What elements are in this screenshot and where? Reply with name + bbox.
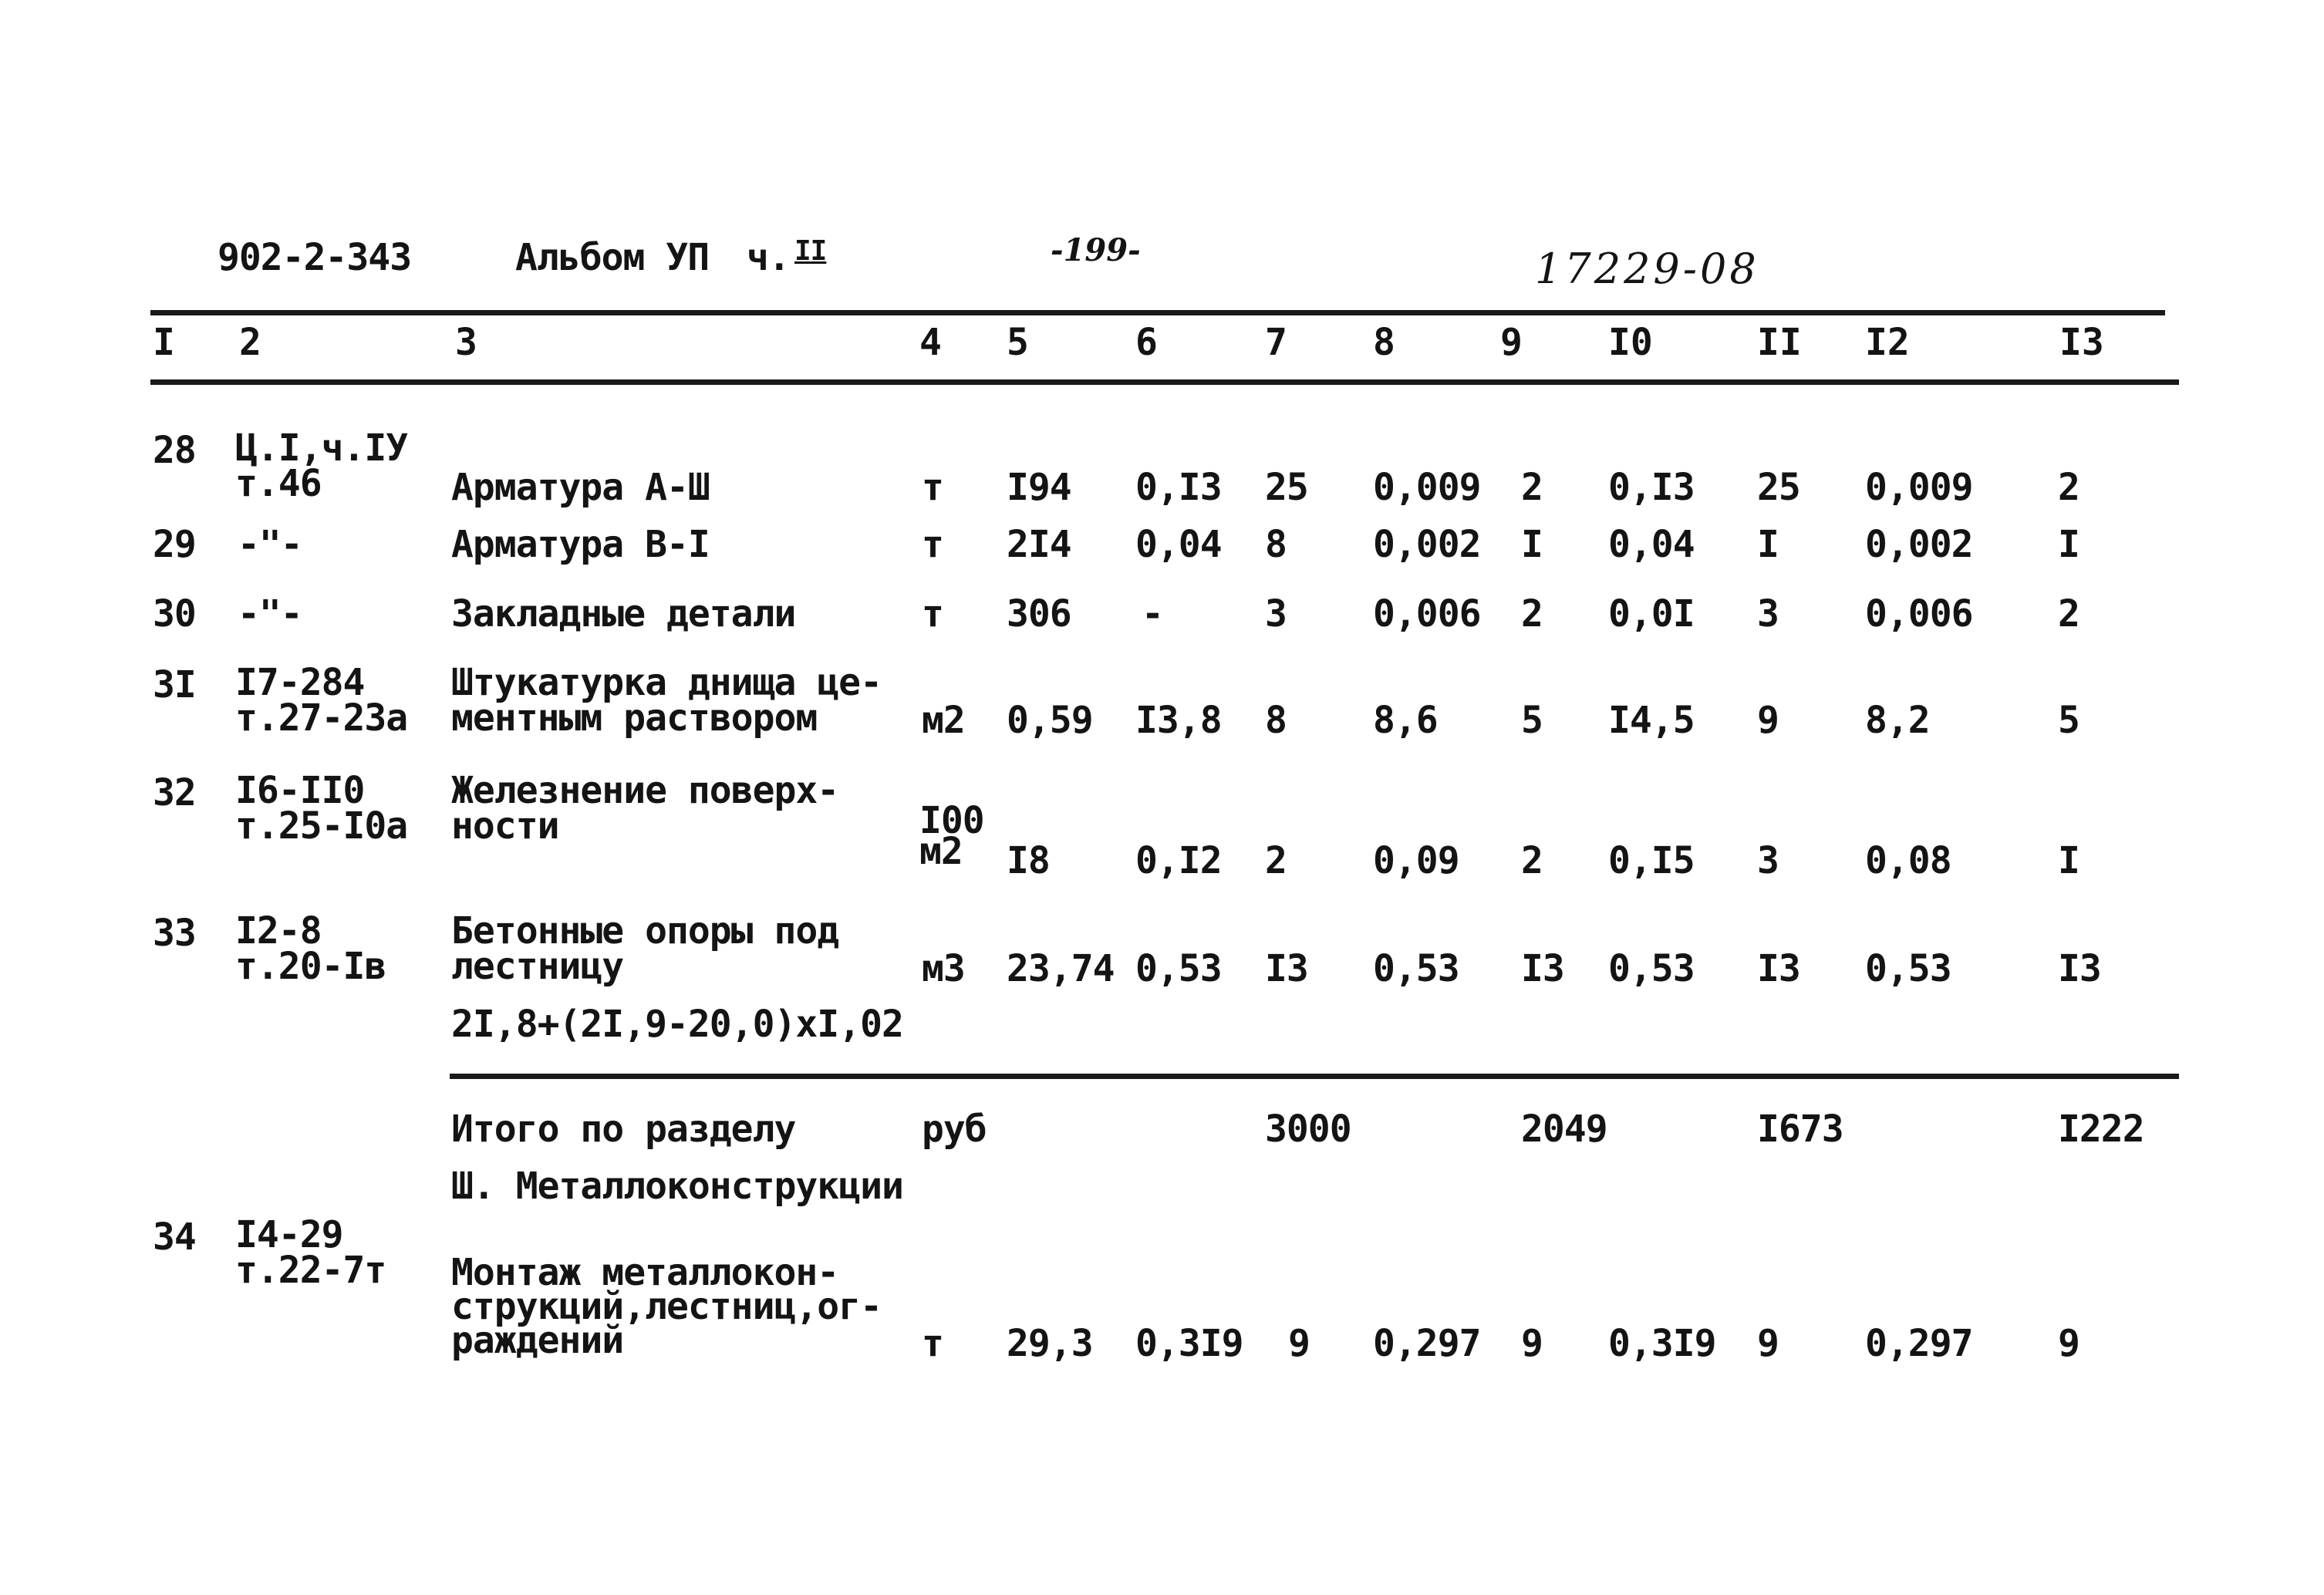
row-29-col6: 0,04: [1135, 523, 1222, 566]
row-29-number: 29: [153, 523, 196, 566]
row-33-name: Бетонные опоры под лестницу: [451, 909, 839, 988]
row-32-unit: I00 м2: [919, 799, 984, 873]
col-header-13: I3: [2059, 321, 2104, 364]
row-30-col8: 0,006: [1373, 592, 1481, 636]
row-32-name: Железнение поверх- ности: [451, 769, 839, 848]
row-31-col6: I3,8: [1135, 699, 1222, 742]
total-col13: I222: [2058, 1108, 2144, 1151]
row-33-reference: I2-8 т.20-Iв: [235, 909, 386, 988]
row-31-col7: 8: [1265, 699, 1287, 742]
row-34-col9: 9: [1521, 1322, 1543, 1365]
row-31-name: Штукатурка днища це- ментным раствором: [451, 661, 882, 740]
row-31-unit: м2: [922, 699, 965, 742]
row-34-col6: 0,3I9: [1135, 1322, 1243, 1365]
row-28-col10: 0,I3: [1608, 466, 1695, 509]
row-30-number: 30: [153, 592, 196, 636]
row-28-reference: Ц.I,ч.IУ т.46: [235, 427, 408, 505]
row-33-col12: 0,53: [1865, 947, 1951, 990]
header-bottom-rule: [150, 379, 2179, 385]
col-header-8: 8: [1373, 321, 1395, 364]
row-33-col7: I3: [1265, 947, 1308, 990]
col-header-7: 7: [1265, 321, 1287, 364]
row-31-col9: 5: [1521, 699, 1543, 742]
row-29-name: Арматура В-I: [451, 523, 710, 566]
col-header-1: I: [153, 321, 175, 364]
row-32-col5: I8: [1007, 839, 1050, 882]
row-33-col11: I3: [1757, 947, 1800, 990]
row-34-col11: 9: [1757, 1322, 1779, 1365]
row-31-number: 3I: [153, 663, 196, 706]
top-rule: [150, 310, 2165, 315]
row-33-unit: м3: [922, 947, 965, 990]
row-34-col5: 29,3: [1007, 1322, 1093, 1365]
row-32-number: 32: [153, 771, 196, 814]
row-32-col9: 2: [1521, 839, 1543, 882]
row-30-col13: 2: [2058, 592, 2079, 636]
row-32-col12: 0,08: [1865, 839, 1951, 882]
row-30-name: Закладные детали: [451, 592, 796, 636]
row-29-unit: т: [922, 523, 943, 566]
total-label: Итого по разделу: [451, 1108, 796, 1151]
col-header-2: 2: [239, 321, 261, 364]
row-30-col7: 3: [1265, 592, 1287, 636]
row-28-number: 28: [153, 429, 196, 472]
row-34-col8: 0,297: [1373, 1322, 1481, 1365]
row-30-col9: 2: [1521, 592, 1543, 636]
total-unit: руб: [922, 1108, 987, 1151]
col-header-11: II: [1757, 321, 1802, 364]
row-30-col12: 0,006: [1865, 592, 1973, 636]
total-rule: [450, 1074, 2179, 1079]
handwritten-code: 17229-08: [1535, 244, 1759, 293]
row-34-name: Монтаж металлокон- струкций,лестниц,ог- раждений: [451, 1251, 882, 1362]
row-31-reference: I7-284 т.27-23а: [235, 661, 408, 740]
col-header-6: 6: [1135, 321, 1158, 364]
row-33-number: 33: [153, 912, 196, 955]
row-29-col7: 8: [1265, 523, 1287, 566]
row-34-col12: 0,297: [1865, 1322, 1973, 1365]
row-30-col5: 306: [1007, 592, 1071, 636]
total-col7: 3000: [1265, 1108, 1351, 1151]
row-33-col8: 0,53: [1373, 947, 1459, 990]
row-33-col10: 0,53: [1608, 947, 1695, 990]
row-31-col12: 8,2: [1865, 699, 1930, 742]
row-29-reference: -"-: [238, 523, 302, 566]
row-29-col9: I: [1521, 523, 1543, 566]
row-34-col7: 9: [1288, 1322, 1310, 1365]
row-28-col8: 0,009: [1373, 466, 1481, 509]
row-30-col6: -: [1142, 592, 1163, 636]
total-col11: I673: [1757, 1108, 1843, 1151]
row-33-col6: 0,53: [1135, 947, 1222, 990]
row-34-col10: 0,3I9: [1608, 1322, 1716, 1365]
row-34-number: 34: [153, 1216, 196, 1259]
album-label: Альбом УП: [515, 236, 710, 279]
row-32-col10: 0,I5: [1608, 839, 1695, 882]
part-number: II: [794, 235, 827, 267]
total-col9: 2049: [1521, 1108, 1607, 1151]
col-header-12: I2: [1865, 321, 1910, 364]
row-31-col13: 5: [2058, 699, 2079, 742]
row-29-col11: I: [1757, 523, 1779, 566]
row-32-col13: I: [2058, 839, 2079, 882]
row-29-col13: I: [2058, 523, 2079, 566]
row-33-col5: 23,74: [1007, 947, 1115, 990]
col-header-9: 9: [1500, 321, 1523, 364]
page-mark: -199-: [1051, 232, 1141, 268]
row-30-unit: т: [922, 592, 943, 636]
row-29-col12: 0,002: [1865, 523, 1973, 566]
row-30-reference: -"-: [238, 592, 302, 636]
row-34-reference: I4-29 т.22-7т: [235, 1213, 386, 1292]
row-28-col13: 2: [2058, 466, 2079, 509]
row-28-name: Арматура А-Ш: [451, 466, 710, 509]
row-34-unit: т: [922, 1322, 943, 1365]
row-31-col5: 0,59: [1007, 699, 1093, 742]
row-33-formula: 2I,8+(2I,9-20,0)хI,02: [451, 1003, 903, 1046]
col-header-4: 4: [919, 321, 942, 364]
row-34-col13: 9: [2058, 1322, 2079, 1365]
row-32-col7: 2: [1265, 839, 1287, 882]
col-header-10: I0: [1608, 321, 1653, 364]
row-32-col8: 0,09: [1373, 839, 1459, 882]
row-28-col5: I94: [1007, 466, 1071, 509]
row-33-col9: I3: [1521, 947, 1564, 990]
row-32-col6: 0,I2: [1135, 839, 1222, 882]
row-28-col9: 2: [1521, 466, 1543, 509]
row-32-reference: I6-II0 т.25-I0а: [235, 769, 408, 848]
row-29-col8: 0,002: [1373, 523, 1481, 566]
document-number: 902-2-343: [218, 236, 412, 279]
row-33-col13: I3: [2058, 947, 2101, 990]
row-29-col5: 2I4: [1007, 523, 1071, 566]
row-28-col11: 25: [1757, 466, 1800, 509]
part-label: ч.: [747, 236, 790, 279]
row-31-col11: 9: [1757, 699, 1779, 742]
section-title: Ш. Металлоконструкции: [451, 1165, 903, 1208]
row-28-unit: т: [922, 466, 943, 509]
row-32-col11: 3: [1757, 839, 1779, 882]
col-header-3: 3: [455, 321, 477, 364]
row-30-col10: 0,0I: [1608, 592, 1695, 636]
row-29-col10: 0,04: [1608, 523, 1695, 566]
row-31-col10: I4,5: [1608, 699, 1695, 742]
row-31-col8: 8,6: [1373, 699, 1438, 742]
col-header-5: 5: [1007, 321, 1029, 364]
row-28-col7: 25: [1265, 466, 1308, 509]
row-30-col11: 3: [1757, 592, 1779, 636]
row-28-col12: 0,009: [1865, 466, 1973, 509]
row-28-col6: 0,I3: [1135, 466, 1222, 509]
